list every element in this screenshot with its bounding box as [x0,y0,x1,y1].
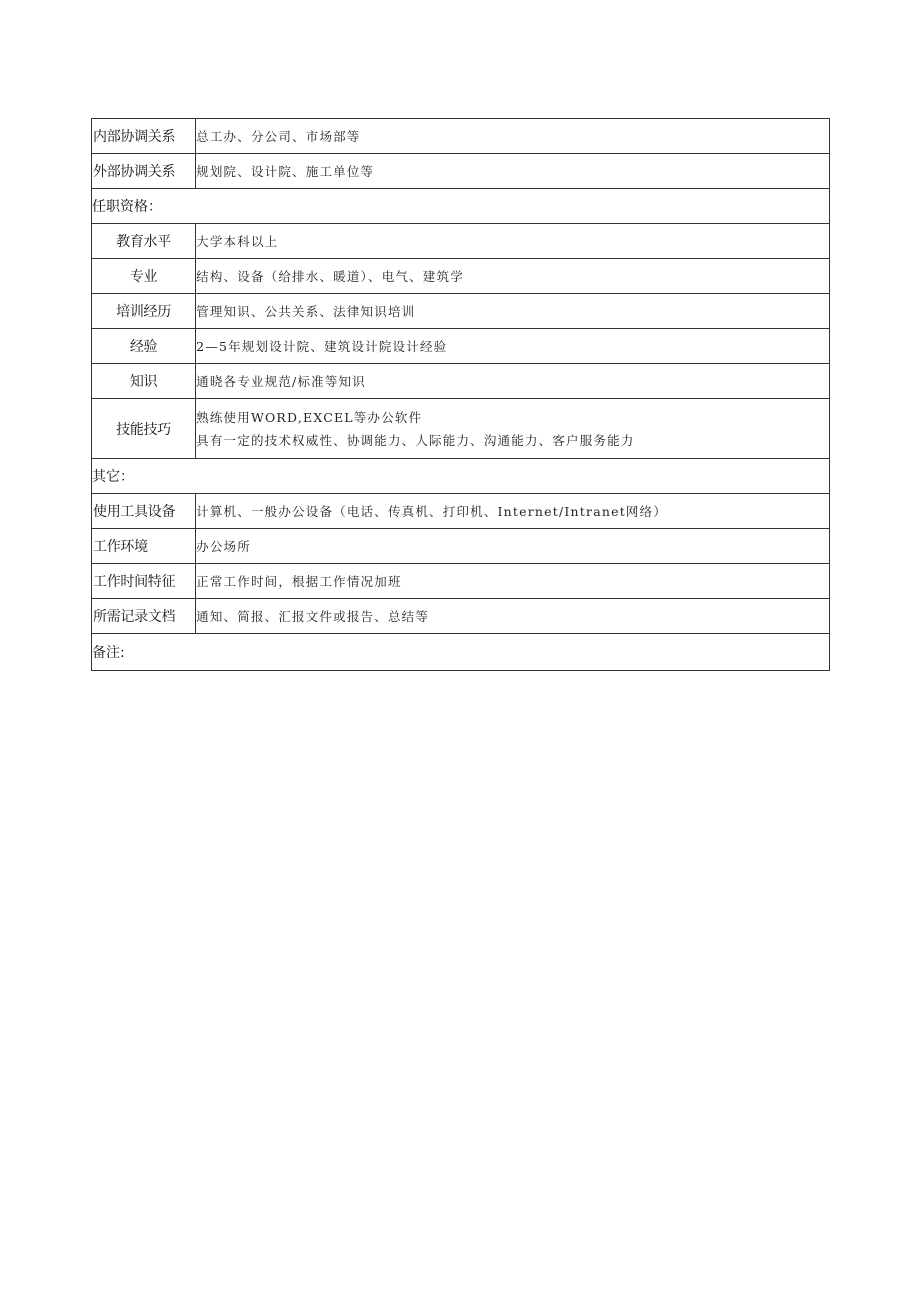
row-experience [92,329,830,364]
section-qualifications: 任职资格： [92,189,830,224]
skills-line-1: 熟练使用WORD,EXCEL等办公软件 [196,409,423,425]
value-education: 大学本科以上 [196,224,830,259]
row-training [92,294,830,329]
label-education: 教育水平 [92,224,196,259]
row-documents [92,599,830,634]
value-major: 结构、设备（给排水、暖道）、电气、建筑学 [196,259,830,294]
label-environment: 工作环境 [92,529,196,564]
label-documents: 所需记录文档 [92,599,196,634]
value-hours: 正常工作时间，根据工作情况加班 [196,564,830,599]
label-experience: 经验 [92,329,196,364]
row-knowledge [92,364,830,399]
label-skills: 技能技巧 [92,399,196,459]
value-experience: 2—5年规划设计院、建筑设计院设计经验 [196,329,830,364]
row-tools [92,494,830,529]
label-external-coordination: 外部协调关系 [92,154,196,189]
job-description-table [91,118,830,671]
value-documents: 通知、简报、汇报文件或报告、总结等 [196,599,830,634]
row-internal-coordination [92,119,830,154]
value-internal-coordination: 总工办、分公司、市场部等 [196,119,830,154]
label-knowledge: 知识 [92,364,196,399]
value-external-coordination: 规划院、设计院、施工单位等 [196,154,830,189]
skills-line-2: 具有一定的技术权威性、协调能力、人际能力、沟通能力、客户服务能力 [196,432,635,448]
value-tools: 计算机、一般办公设备（电话、传真机、打印机、Internet/Intranet网络） [196,494,830,529]
label-tools: 使用工具设备 [92,494,196,529]
row-qualifications-heading [92,189,830,224]
section-remarks: 备注: [92,634,830,671]
value-training: 管理知识、公共关系、法律知识培训 [196,294,830,329]
row-education [92,224,830,259]
row-other-heading [92,459,830,494]
row-major [92,259,830,294]
row-environment [92,529,830,564]
label-hours: 工作时间特征 [92,564,196,599]
label-internal-coordination: 内部协调关系 [92,119,196,154]
section-other: 其它： [92,459,830,494]
value-knowledge: 通晓各专业规范/标准等知识 [196,364,830,399]
value-skills [196,399,830,459]
row-skills [92,399,830,459]
row-hours [92,564,830,599]
row-external-coordination [92,154,830,189]
value-environment: 办公场所 [196,529,830,564]
label-training: 培训经历 [92,294,196,329]
row-remarks [92,634,830,671]
label-major: 专业 [92,259,196,294]
